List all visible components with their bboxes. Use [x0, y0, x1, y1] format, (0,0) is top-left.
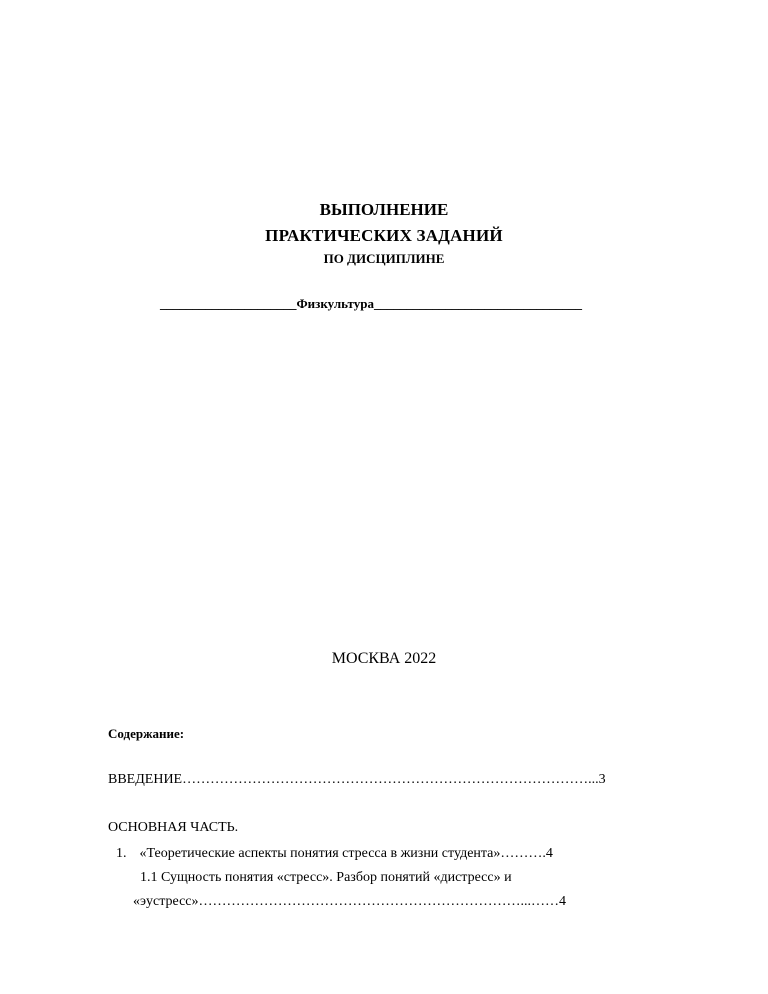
toc-entry-1-1-line-2: «эустресс»……………………………………………………………...……4 [133, 894, 567, 909]
city-year: МОСКВА 2022 [331, 650, 437, 667]
title-line-1: ВЫПОЛНЕНИЕ [319, 200, 449, 219]
subject-line: _____________________Физкультура________________________________ [160, 296, 582, 311]
toc-heading: Содержание: [108, 726, 185, 741]
title-line-3: ПО ДИСЦИПЛИНЕ [323, 251, 445, 266]
toc-entry-intro: ВВЕДЕНИЕ……………………………………………………………………………...3 [108, 772, 606, 787]
toc-entry-1 [116, 846, 553, 862]
toc-entry-1-text: «Теоретические аспекты понятия стресса в жизни студента»……….4 [139, 846, 553, 861]
toc-entry-main-part: ОСНОВНАЯ ЧАСТЬ. [108, 820, 239, 835]
title-line-2: ПРАКТИЧЕСКИХ ЗАДАНИЙ [265, 226, 503, 245]
toc-entry-1-1-line-1: 1.1 Сущность понятия «стресс». Разбор понятий «дистресс» и [140, 870, 512, 885]
toc-entry-1-number: 1. [116, 846, 127, 861]
